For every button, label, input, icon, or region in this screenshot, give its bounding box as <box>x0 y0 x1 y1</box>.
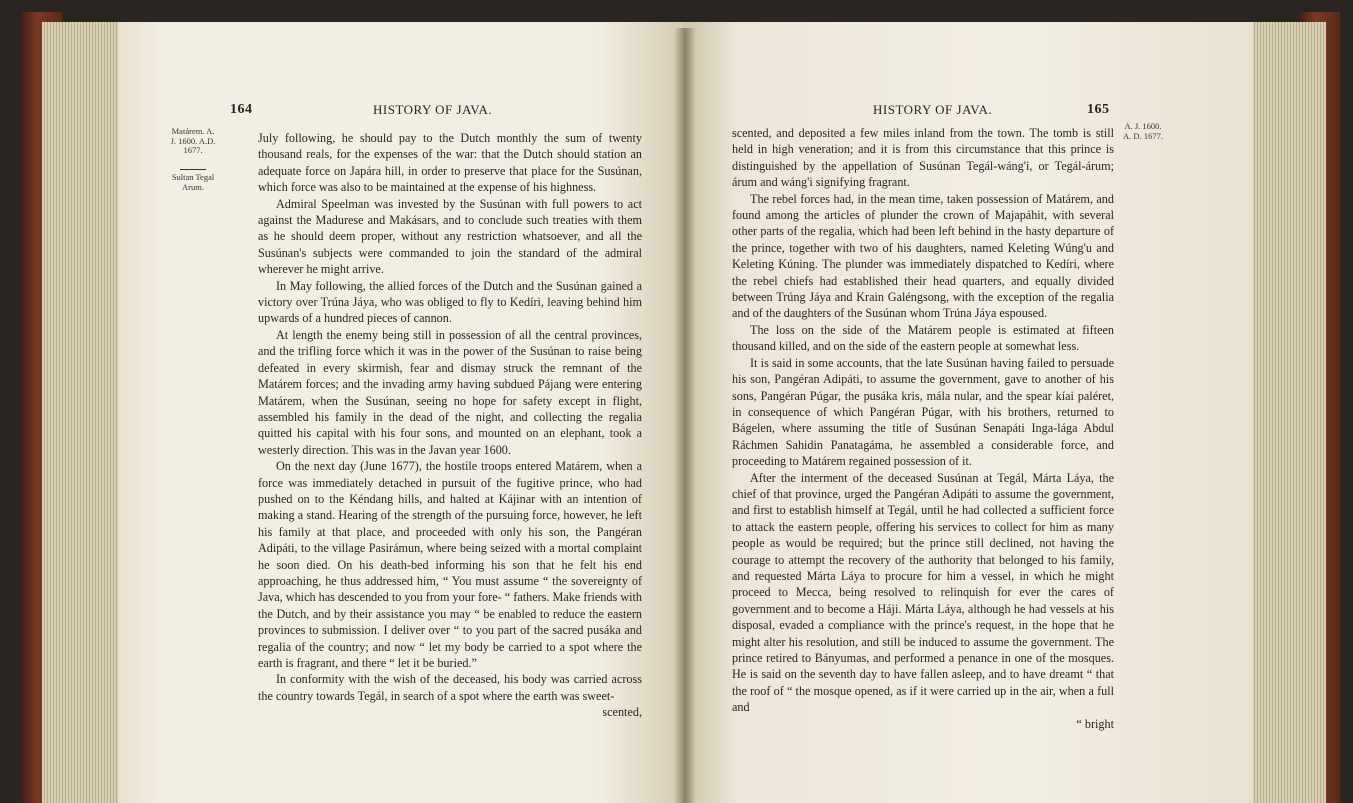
paragraph: Admiral Speelman was invested by the Susúnan with full powers to act against the Madurese and Makásars, and to conclude such treaties with them as he should deem proper, without any restriction whatsoever, and all the Susúnan's subjects were commanded to join the standard of the admiral wherever he might arrive. <box>258 196 642 277</box>
left-margin-note-sultan <box>170 167 216 192</box>
paragraph: The loss on the side of the Matárem people is estimated at fifteen thousand killed, and on the side of the eastern people at somewhat less. <box>732 322 1114 354</box>
paragraph: It is said in some accounts, that the late Susúnan having failed to persuade his son, Pangéran Adipáti, to assume the government, gave to another of his sons, Pangéran Púgar, the pusáka kris, mála nular, and the spear kíai paléret, in consequence of which Pangéran Púgar, with his brothers, returned to Bágelen, where assuming the title of Susúnan Senapáti Inga-lága Abdul Ráchmen Sahidin Panatagáma, he assembled a considerable force, and proceeding to Matárem regained possession of it. <box>732 355 1114 469</box>
paragraph: At length the enemy being still in possession of all the central provinces, and the trifling force which it was in the power of the Susúnan to raise being defeated in every skirmish, fear and dismay struck the remnant of the Matárem forces; and the invading army having subdued Pájang were entering Matárem, when the Susúnan, seeing no hope for safety except in flight, assembled his family in the dead of the night, and collecting the regalia quitted his capital with his four sons, and mounted on an elephant, took a westerly direction. This was in the Javan year 1600. <box>258 327 642 457</box>
paragraph: In May following, the allied forces of the Dutch and the Susúnan gained a victory over Trúna Jáya, who was obliged to fly to Kedíri, leaving behind him upwards of a hundred pieces of cannon. <box>258 278 642 326</box>
left-folio: 164 <box>230 102 253 117</box>
margin-rule <box>180 169 206 170</box>
left-margin-note-sultan-text: Sultan Tegal Arum. <box>171 172 215 192</box>
left-body-text <box>258 130 642 721</box>
paragraph: In conformity with the wish of the deceased, his body was carried across the country towards Tegál, in search of a spot where the earth was sweet- <box>258 672 642 703</box>
catchword: scented, <box>602 705 642 720</box>
paragraph: July following, he should pay to the Dutch monthly the sum of twenty thousand reals, for the expenses of the war: that the Dutch should station an adequate force on Japára hill, in order to preserve that place for the Susúnan, which force was also to be maintained at the expense of his highness. <box>258 131 642 195</box>
right-folio: 165 <box>1087 102 1110 117</box>
paragraph: The rebel forces had, in the mean time, taken possession of Matárem, and found among the articles of plunder the crown of Majapáhit, with several other parts of the regalia, which had been left behind in the hasty departure of the prince, together with two of his daughters, named Keleting Wúng'u and Keleting Kúning. The plunder was immediately dispatched to Kedíri, where the rebel chiefs had established their head quarters, and equally divided between Trúng Jáya and Krain Galéngsong, with the exception of the regalia and of the daughters of the Susúnan whom Trúna Jáya espoused. <box>732 191 1114 321</box>
right-page <box>683 22 1253 803</box>
paragraph: On the next day (June 1677), the hostile troops entered Matárem, when a force was immediately detached in pursuit of the fugitive prince, who had pushed on to the Kéndang hills, and halted at Kájinar with an intention of making a stand. Hearing of the strength of the pursuing force, however, he left his family at that place, and proceeded with only his son, the Pangéran Adipáti, to the village Pasirámun, where being seized with a mortal complaint he soon died. On his death-bed informing his son that he felt his end approaching, he thus addressed him, “ You must assume “ the sovereignty of Java, which has descended to you from your fore- “ fathers. Make friends with the Dutch, and by their assistance you may “ be enabled to reduce the eastern provinces to submission. I deliver over “ to you part of the sacred pusáka and regalia of the country; and now “ let my body be carried to a spot where the earth is fragrant, and there “ let it be buried.” <box>258 459 642 670</box>
right-margin-note-date: A. J. 1600. A. D. 1677. <box>1123 121 1163 141</box>
paragraph: scented, and deposited a few miles inland from the town. The tomb is still held in high veneration; and it is from this circumstance that this prince is distinguished by the appellation of Susúnan Tegál-wáng'i, or Tegál-árum; árum and wáng'i signifying fragrant. <box>732 126 1114 190</box>
page-edges-left <box>42 22 122 803</box>
open-book <box>22 12 1340 803</box>
left-page <box>118 22 683 803</box>
right-running-head: HISTORY OF JAVA. <box>873 102 993 117</box>
left-margin-note-date: Matárem. A. J. 1600. A.D. 1677. <box>170 126 216 155</box>
page-edges-right <box>1246 22 1326 803</box>
book-gutter <box>674 28 696 803</box>
left-running-head: HISTORY OF JAVA. <box>373 102 493 117</box>
right-body-text <box>732 125 1114 732</box>
paragraph: After the interment of the deceased Susúnan at Tegál, Márta Láya, the chief of that province, urged the Pangéran Adipáti to assume the government, and first to establish himself at Tegál, until he had collected a sufficient force to attack the eastern people, offering his services to collect for him as many people as would be required; but the prince still declined, not having the courage to attempt the recovery of the authority that belonged to his family, and requested Márta Láya to procure for him a vessel, in which he might proceed to Mecca, being resolved to relinquish for ever the cares of government and to become a Háji. Márta Láya, although he had vessels at his disposal, evaded a compliance with the prince's request, in the hope that he might alter his resolution, and still be induced to assume the government. The prince retired to Bányumas, and performed a penance in one of the mosques. He is said on the seventh day to have fallen asleep, and to have dreamt “ that the roof of “ the mosque opened, as if it were carried up in the air, when a full and <box>732 470 1114 715</box>
catchword: “ bright <box>1076 716 1114 731</box>
